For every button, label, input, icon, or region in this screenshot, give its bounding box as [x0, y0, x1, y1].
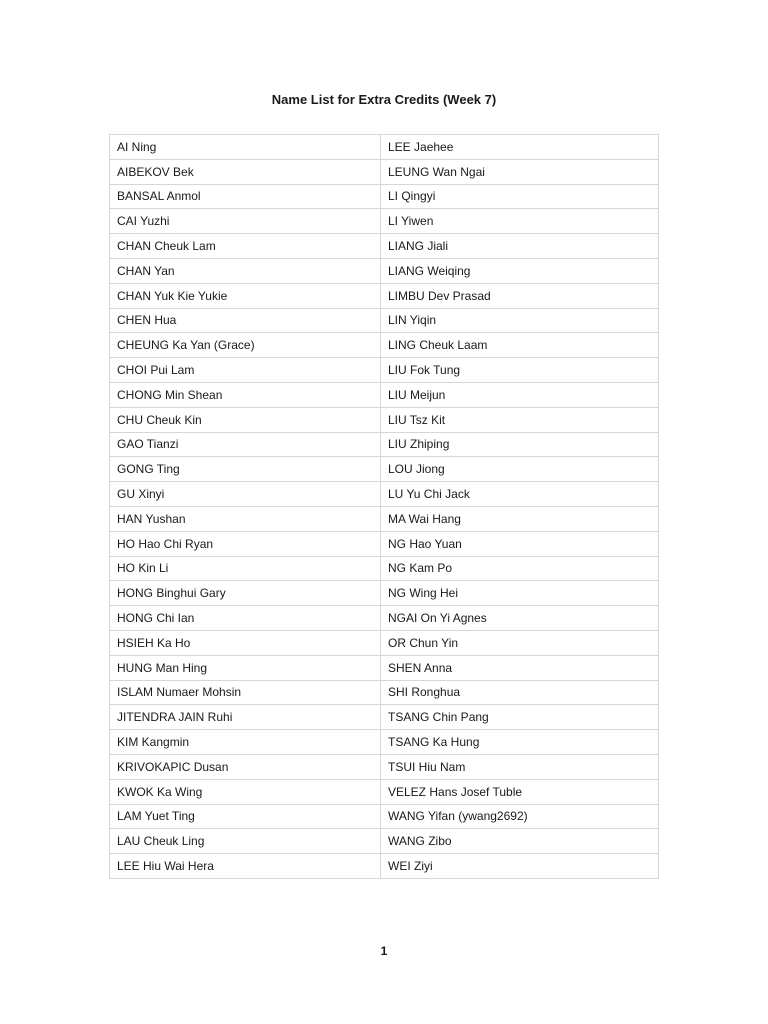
name-cell-left: GONG Ting [110, 457, 381, 482]
name-cell-left: CHEN Hua [110, 308, 381, 333]
name-cell-right: LIU Tsz Kit [381, 407, 659, 432]
name-cell-right: LIANG Jiali [381, 234, 659, 259]
table-row [110, 482, 659, 507]
name-cell-right: NG Hao Yuan [381, 531, 659, 556]
table-row [110, 630, 659, 655]
name-cell-right: LIN Yiqin [381, 308, 659, 333]
table-row [110, 531, 659, 556]
name-cell-right: TSANG Ka Hung [381, 730, 659, 755]
name-cell-right: LING Cheuk Laam [381, 333, 659, 358]
name-cell-left: CHU Cheuk Kin [110, 407, 381, 432]
page-number: 1 [380, 944, 388, 958]
name-cell-left: HO Kin Li [110, 556, 381, 581]
table-row [110, 581, 659, 606]
table-row [110, 457, 659, 482]
name-cell-right: NG Wing Hei [381, 581, 659, 606]
name-cell-left: CHEUNG Ka Yan (Grace) [110, 333, 381, 358]
name-cell-right: TSANG Chin Pang [381, 705, 659, 730]
name-cell-right: TSUI Hiu Nam [381, 754, 659, 779]
name-cell-right: LIU Meijun [381, 382, 659, 407]
name-cell-right: LIMBU Dev Prasad [381, 283, 659, 308]
table-row [110, 655, 659, 680]
name-cell-left: LAU Cheuk Ling [110, 829, 381, 854]
name-cell-left: AI Ning [110, 135, 381, 160]
table-row [110, 159, 659, 184]
name-cell-right: WEI Ziyi [381, 854, 659, 879]
table-row [110, 308, 659, 333]
name-cell-right: LEUNG Wan Ngai [381, 159, 659, 184]
table-row [110, 754, 659, 779]
name-cell-right: NGAI On Yi Agnes [381, 606, 659, 631]
table-row [110, 506, 659, 531]
table-row [110, 556, 659, 581]
name-cell-left: KIM Kangmin [110, 730, 381, 755]
name-list-body [110, 135, 659, 879]
name-cell-left: HAN Yushan [110, 506, 381, 531]
name-cell-left: JITENDRA JAIN Ruhi [110, 705, 381, 730]
table-row [110, 135, 659, 160]
name-cell-left: CHAN Yan [110, 258, 381, 283]
name-cell-left: GAO Tianzi [110, 432, 381, 457]
name-cell-left: AIBEKOV Bek [110, 159, 381, 184]
name-cell-left: KRIVOKAPIC Dusan [110, 754, 381, 779]
table-row [110, 730, 659, 755]
name-cell-right: WANG Zibo [381, 829, 659, 854]
name-cell-left: ISLAM Numaer Mohsin [110, 680, 381, 705]
name-cell-left: LEE Hiu Wai Hera [110, 854, 381, 879]
name-cell-left: CHAN Yuk Kie Yukie [110, 283, 381, 308]
name-cell-right: LIU Zhiping [381, 432, 659, 457]
table-row [110, 333, 659, 358]
name-cell-right: LEE Jaehee [381, 135, 659, 160]
table-row [110, 283, 659, 308]
table-row [110, 829, 659, 854]
name-cell-right: OR Chun Yin [381, 630, 659, 655]
name-cell-left: GU Xinyi [110, 482, 381, 507]
name-cell-left: KWOK Ka Wing [110, 779, 381, 804]
table-row [110, 184, 659, 209]
table-row [110, 407, 659, 432]
table-row [110, 382, 659, 407]
name-cell-right: SHEN Anna [381, 655, 659, 680]
name-cell-right: LI Yiwen [381, 209, 659, 234]
page-title: Name List for Extra Credits (Week 7) [271, 92, 497, 107]
name-cell-right: MA Wai Hang [381, 506, 659, 531]
table-row [110, 358, 659, 383]
name-cell-left: HSIEH Ka Ho [110, 630, 381, 655]
name-list-table [109, 134, 659, 879]
table-row [110, 209, 659, 234]
table-row [110, 258, 659, 283]
table-row [110, 705, 659, 730]
name-cell-left: HUNG Man Hing [110, 655, 381, 680]
table-row [110, 804, 659, 829]
name-cell-left: BANSAL Anmol [110, 184, 381, 209]
name-cell-right: NG Kam Po [381, 556, 659, 581]
name-cell-right: LIANG Weiqing [381, 258, 659, 283]
name-cell-left: HO Hao Chi Ryan [110, 531, 381, 556]
table-row [110, 606, 659, 631]
table-row [110, 234, 659, 259]
table-row [110, 779, 659, 804]
name-cell-right: WANG Yifan (ywang2692) [381, 804, 659, 829]
name-cell-right: LIU Fok Tung [381, 358, 659, 383]
table-row [110, 854, 659, 879]
name-cell-left: CHOI Pui Lam [110, 358, 381, 383]
name-cell-left: CHONG Min Shean [110, 382, 381, 407]
name-cell-right: VELEZ Hans Josef Tuble [381, 779, 659, 804]
name-cell-left: CHAN Cheuk Lam [110, 234, 381, 259]
name-cell-right: LI Qingyi [381, 184, 659, 209]
name-cell-left: HONG Binghui Gary [110, 581, 381, 606]
table-row [110, 432, 659, 457]
name-cell-left: HONG Chi Ian [110, 606, 381, 631]
table-row [110, 680, 659, 705]
name-cell-right: SHI Ronghua [381, 680, 659, 705]
name-cell-right: LU Yu Chi Jack [381, 482, 659, 507]
name-cell-left: LAM Yuet Ting [110, 804, 381, 829]
name-cell-left: CAI Yuzhi [110, 209, 381, 234]
name-cell-right: LOU Jiong [381, 457, 659, 482]
